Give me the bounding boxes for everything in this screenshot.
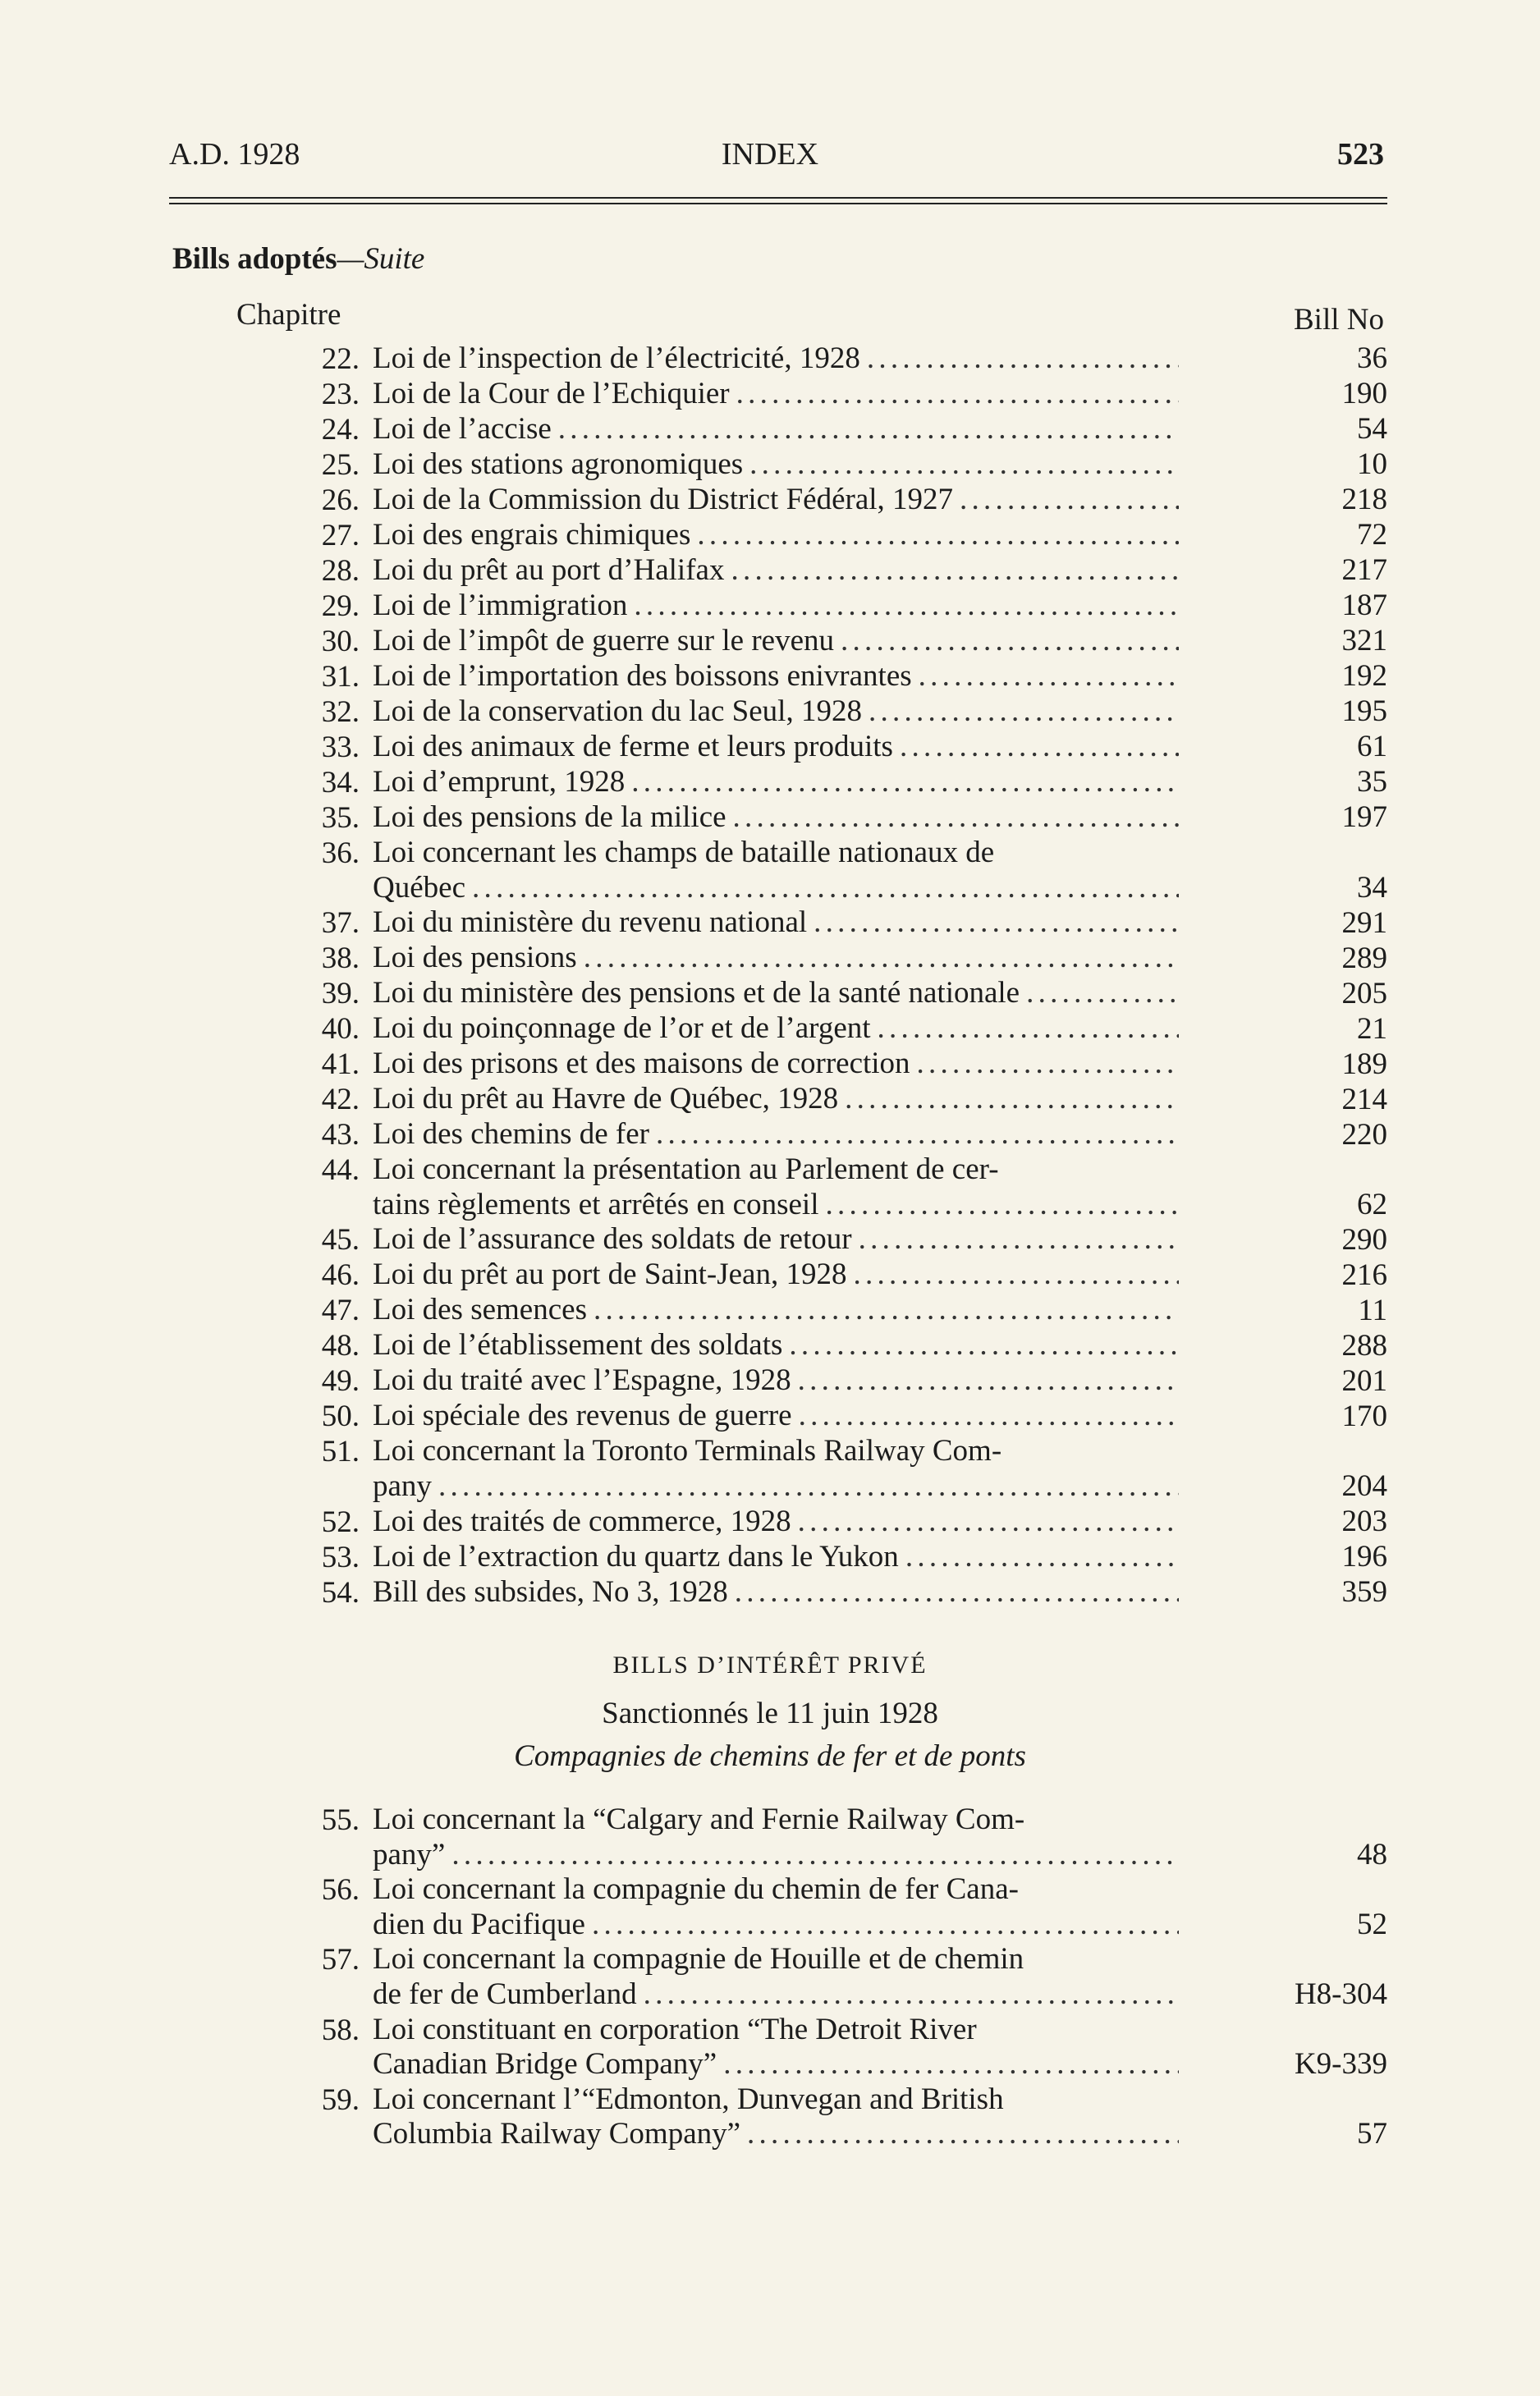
dot-leader (697, 518, 1179, 553)
entry-title-line: Loi des animaux de ferme et leurs produits (373, 730, 893, 763)
entry-text (373, 1575, 1240, 1610)
index-entry (246, 1011, 1387, 1047)
entry-title-line: Loi concernant la Toronto Terminals Railway Com- (373, 1434, 1002, 1468)
entry-text (373, 1152, 1240, 1222)
entry-title-line: Loi du prêt au Havre de Québec, 1928 (373, 1082, 839, 1116)
dot-leader (656, 1117, 1179, 1152)
private-bills-table (246, 1803, 1387, 2152)
bill-number: 195 (1341, 694, 1387, 729)
entry-text (373, 905, 1240, 941)
index-entry (246, 694, 1387, 730)
chapter-number: 48. (321, 1329, 360, 1363)
chapter-number: 53. (321, 1540, 360, 1574)
chapter-number: 42. (321, 1083, 360, 1117)
chapter-number: 56. (321, 1873, 360, 1908)
entry-text (373, 1363, 1240, 1399)
index-entry (246, 730, 1387, 765)
entry-text (373, 800, 1240, 836)
entry-title-line: Loi d’emprunt, 1928 (373, 765, 626, 799)
entry-title-line: Loi constituant en corporation “The Detroit River (373, 2012, 977, 2046)
dot-leader (438, 1469, 1179, 1505)
index-entry (246, 1434, 1387, 1504)
entry-text (373, 518, 1240, 553)
entry-text (373, 1434, 1240, 1504)
chapter-number: 34. (321, 766, 360, 799)
header-title: INDEX (721, 137, 819, 172)
index-entry (246, 1328, 1387, 1363)
index-entry (246, 1152, 1387, 1222)
bill-number: 196 (1341, 1539, 1387, 1574)
dot-leader (451, 1838, 1179, 1873)
chapter-number: 25. (321, 448, 360, 482)
index-entry (246, 377, 1387, 412)
dot-leader (735, 1575, 1179, 1610)
entry-title-line: pany” (373, 1837, 446, 1871)
entry-title-line: Loi concernant la présentation au Parlement de cer- (373, 1152, 999, 1187)
entry-text (373, 1540, 1240, 1575)
entry-title-line: Loi de l’extraction du quartz dans le Yukon (373, 1539, 899, 1574)
index-entry (246, 905, 1387, 941)
chapter-number: 59. (321, 2082, 360, 2117)
entry-title-line: pany (373, 1468, 432, 1503)
index-entry (246, 1872, 1387, 1942)
entry-title-line: Loi du poinçonnage de l’or et de l’argent (373, 1011, 871, 1046)
entry-title-line: Loi du ministère du revenu national (373, 905, 808, 940)
chapter-number: 51. (321, 1435, 360, 1469)
header-rule-bottom (169, 203, 1387, 204)
chapter-number: 29. (321, 589, 360, 623)
chapter-number: 49. (321, 1364, 360, 1399)
index-entry (246, 659, 1387, 694)
bill-number: 36 (1357, 341, 1387, 376)
entry-text (373, 1117, 1240, 1152)
index-entry (246, 2082, 1387, 2152)
chapter-number: 26. (321, 483, 360, 517)
section-title-main: Bills adoptés (172, 242, 337, 276)
index-entry (246, 1363, 1387, 1399)
index-entry (246, 483, 1387, 518)
bill-number: 291 (1341, 905, 1387, 940)
bill-number: 35 (1357, 765, 1387, 799)
chapter-number: 39. (321, 977, 360, 1011)
dot-leader (799, 1399, 1179, 1434)
entry-title-line: Loi de la conservation du lac Seul, 1928 (373, 694, 862, 728)
bill-number: 197 (1341, 800, 1387, 835)
chapter-number: 24. (321, 413, 360, 447)
bill-number: 289 (1341, 941, 1387, 975)
bill-number: 52 (1357, 1907, 1387, 1941)
index-entry (246, 1540, 1387, 1575)
chapter-number: 44. (321, 1153, 360, 1188)
entry-title-line: Loi des prisons et des maisons de correction (373, 1047, 910, 1081)
index-entry (246, 765, 1387, 800)
bill-number: 10 (1357, 447, 1387, 482)
dot-leader (905, 1540, 1179, 1575)
entry-text (373, 2082, 1240, 2152)
chapter-number: 54. (321, 1575, 360, 1610)
entry-text (373, 1082, 1240, 1117)
dot-leader (798, 1505, 1179, 1540)
bill-number: 72 (1357, 518, 1387, 552)
bill-number: 205 (1341, 976, 1387, 1010)
entry-title-line: Loi du traité avec l’Espagne, 1928 (373, 1363, 791, 1398)
entry-text (373, 589, 1240, 624)
index-entry (246, 412, 1387, 447)
bill-number: 11 (1358, 1293, 1387, 1327)
index-entry (246, 624, 1387, 659)
private-bills-date: Sanctionnés le 11 juin 1928 (602, 1697, 938, 1730)
entry-text (373, 1222, 1240, 1258)
dot-leader (841, 624, 1179, 659)
dot-leader (789, 1328, 1179, 1363)
dot-leader (798, 1363, 1179, 1399)
bill-number: 61 (1357, 730, 1387, 764)
chapter-number: 27. (321, 519, 360, 552)
bill-number: 187 (1341, 589, 1387, 623)
index-entry (246, 1047, 1387, 1082)
bill-number: 57 (1357, 2117, 1387, 2151)
bill-number: 218 (1341, 483, 1387, 517)
bill-number: 321 (1341, 624, 1387, 658)
dot-leader (749, 447, 1179, 483)
index-entry (246, 1505, 1387, 1540)
private-bills-category: Compagnies de chemins de fer et de ponts (514, 1739, 1026, 1773)
dot-leader (1026, 976, 1179, 1011)
entry-title-line: Loi de l’accise (373, 412, 552, 446)
bill-number: 203 (1341, 1504, 1387, 1538)
chapter-number: 45. (321, 1223, 360, 1258)
entry-title-line: Loi de la Commission du District Fédéral, 1927 (373, 483, 954, 516)
entry-title-line: Loi du prêt au port d’Halifax (373, 553, 725, 587)
dot-leader (900, 730, 1179, 765)
chapter-number: 38. (321, 941, 360, 976)
chapter-number: 32. (321, 695, 360, 729)
dot-leader (631, 765, 1179, 800)
chapter-number: 40. (321, 1012, 360, 1047)
column-header-chapter: Chapitre (236, 298, 341, 332)
entry-title-line: tains règlements et arrêtés en conseil (373, 1187, 819, 1221)
header-rule-top (169, 197, 1387, 199)
dot-leader (736, 377, 1179, 412)
entry-title-line: Loi concernant la compagnie de Houille et de chemin (373, 1942, 1024, 1977)
entry-title-line: Loi concernant les champs de bataille nationaux de (373, 836, 995, 869)
bill-number: 54 (1357, 412, 1387, 447)
entry-title-line: Loi des chemins de fer (373, 1117, 649, 1152)
entry-title-line: Loi des stations agronomiques (373, 447, 744, 481)
section-title (172, 241, 424, 277)
section-title-suite: —Suite (337, 242, 425, 276)
page-number: 523 (1337, 137, 1384, 172)
index-entry (246, 1117, 1387, 1152)
bill-number: 214 (1341, 1082, 1387, 1116)
entry-title-line: Loi de l’immigration (373, 589, 628, 622)
chapter-number: 30. (321, 625, 360, 658)
entry-text (373, 730, 1240, 765)
bill-number: 190 (1341, 377, 1387, 411)
bill-number: H8-304 (1294, 1977, 1387, 2011)
bill-number: 48 (1357, 1837, 1387, 1871)
entry-title-line: Loi de la Cour de l’Echiquier (373, 377, 730, 410)
entry-text (373, 483, 1240, 518)
bill-number: 201 (1341, 1363, 1387, 1398)
entry-title-line: Loi de l’importation des boissons enivrantes (373, 659, 912, 693)
index-entry (246, 1803, 1387, 1872)
entry-text (373, 659, 1240, 694)
header-year: A.D. 1928 (169, 137, 300, 172)
dot-leader (594, 1293, 1179, 1328)
dot-leader (584, 941, 1179, 976)
dot-leader (644, 1977, 1179, 2013)
entry-title-line: Loi de l’impôt de guerre sur le revenu (373, 624, 834, 657)
dot-leader (869, 694, 1179, 730)
bill-number: 220 (1341, 1117, 1387, 1152)
bill-number: 359 (1341, 1574, 1387, 1609)
dot-leader (853, 1258, 1179, 1293)
entry-title-line: Loi des pensions de la milice (373, 800, 726, 834)
index-entry (246, 1575, 1387, 1610)
entry-text (373, 941, 1240, 976)
bill-number: 192 (1341, 659, 1387, 694)
entry-text (373, 694, 1240, 730)
dot-leader (733, 800, 1179, 836)
index-entry (246, 1399, 1387, 1434)
index-entry (246, 2013, 1387, 2082)
bill-number: 34 (1357, 870, 1387, 905)
entry-title-line: Loi des pensions (373, 941, 577, 975)
dot-leader (747, 2117, 1179, 2152)
chapter-number: 47. (321, 1294, 360, 1328)
private-bills-heading: BILLS D’INTÉRÊT PRIVÉ (612, 1652, 928, 1679)
public-bills-table (246, 341, 1387, 1610)
dot-leader (472, 871, 1179, 906)
bill-number: 217 (1341, 553, 1387, 588)
bill-number: 288 (1341, 1328, 1387, 1363)
index-entry (246, 941, 1387, 976)
entry-text (373, 447, 1240, 483)
entry-text (373, 1047, 1240, 1082)
entry-text (373, 1505, 1240, 1540)
index-entry (246, 1293, 1387, 1328)
column-header-bill: Bill No (1294, 303, 1384, 337)
entry-title-line: Loi des engrais chimiques (373, 518, 691, 552)
entry-text (373, 976, 1240, 1011)
entry-text (373, 1011, 1240, 1047)
dot-leader (859, 1222, 1179, 1258)
entry-text (373, 341, 1240, 377)
index-entry (246, 976, 1387, 1011)
entry-text (373, 836, 1240, 905)
entry-title-line: Loi concernant l’“Edmonton, Dunvegan and British (373, 2082, 1004, 2116)
entry-text (373, 1803, 1240, 1872)
bill-number: K9-339 (1294, 2047, 1387, 2082)
dot-leader (634, 589, 1179, 624)
entry-text (373, 553, 1240, 589)
dot-leader (867, 341, 1179, 377)
chapter-number: 33. (321, 731, 360, 764)
bill-number: 216 (1341, 1258, 1387, 1292)
index-entry (246, 1082, 1387, 1117)
index-entry (246, 447, 1387, 483)
index-entry (246, 553, 1387, 589)
index-entry (246, 800, 1387, 836)
chapter-number: 41. (321, 1047, 360, 1082)
entry-title-line: Loi des semences (373, 1293, 587, 1327)
entry-title-line: Canadian Bridge Company” (373, 2047, 717, 2082)
entry-text (373, 1872, 1240, 1942)
chapter-number: 58. (321, 2013, 360, 2047)
entry-title-line: Loi concernant la “Calgary and Fernie Railway Com- (373, 1803, 1025, 1836)
bill-number: 290 (1341, 1222, 1387, 1257)
chapter-number: 31. (321, 660, 360, 694)
dot-leader (592, 1908, 1179, 1943)
entry-text (373, 765, 1240, 800)
entry-text (373, 1258, 1240, 1293)
dot-leader (814, 905, 1179, 941)
index-entry (246, 589, 1387, 624)
entry-text (373, 1293, 1240, 1328)
index-entry (246, 1942, 1387, 2012)
bill-number: 62 (1357, 1187, 1387, 1221)
dot-leader (919, 659, 1179, 694)
dot-leader (917, 1047, 1179, 1082)
entry-title-line: de fer de Cumberland (373, 1977, 637, 2011)
chapter-number: 52. (321, 1505, 360, 1539)
entry-text (373, 377, 1240, 412)
entry-text (373, 1399, 1240, 1434)
chapter-number: 22. (321, 342, 360, 376)
dot-leader (825, 1188, 1179, 1223)
entry-text (373, 1942, 1240, 2012)
chapter-number: 23. (321, 378, 360, 411)
entry-text (373, 624, 1240, 659)
entry-title-line: Columbia Railway Company” (373, 2117, 741, 2151)
chapter-number: 43. (321, 1118, 360, 1152)
bill-number: 170 (1341, 1399, 1387, 1433)
dot-leader (845, 1082, 1179, 1117)
dot-leader (960, 483, 1179, 518)
bill-number: 204 (1341, 1468, 1387, 1503)
index-entry (246, 341, 1387, 377)
chapter-number: 28. (321, 554, 360, 588)
dot-leader (878, 1011, 1179, 1047)
entry-title-line: Loi du ministère des pensions et de la santé nationale (373, 976, 1020, 1010)
entry-title-line: dien du Pacifique (373, 1907, 585, 1941)
entry-title-line: Loi de l’assurance des soldats de retour (373, 1222, 852, 1257)
index-entry (246, 518, 1387, 553)
chapter-number: 37. (321, 906, 360, 941)
entry-text (373, 1328, 1240, 1363)
index-entry (246, 1258, 1387, 1293)
entry-title-line: Loi de l’établissement des soldats (373, 1328, 783, 1363)
dot-leader (558, 412, 1179, 447)
chapter-number: 36. (321, 836, 360, 870)
entry-title-line: Bill des subsides, No 3, 1928 (373, 1574, 728, 1609)
entry-title-line: Loi concernant la compagnie du chemin de fer Cana- (373, 1872, 1019, 1907)
chapter-number: 46. (321, 1258, 360, 1293)
chapter-number: 57. (321, 1943, 360, 1977)
entry-title-line: Québec (373, 870, 465, 905)
entry-title-line: Loi de l’inspection de l’électricité, 1928 (373, 341, 860, 375)
dot-leader (723, 2047, 1179, 2082)
entry-title-line: Loi des traités de commerce, 1928 (373, 1504, 791, 1538)
bill-number: 21 (1357, 1011, 1387, 1046)
index-entry (246, 1222, 1387, 1258)
dot-leader (731, 553, 1179, 589)
chapter-number: 35. (321, 801, 360, 835)
entry-title-line: Loi du prêt au port de Saint-Jean, 1928 (373, 1258, 847, 1292)
entry-title-line: Loi spéciale des revenus de guerre (373, 1399, 792, 1433)
chapter-number: 55. (321, 1803, 360, 1837)
entry-text (373, 412, 1240, 447)
chapter-number: 50. (321, 1400, 360, 1434)
entry-text (373, 2013, 1240, 2082)
bill-number: 189 (1341, 1047, 1387, 1081)
index-entry (246, 836, 1387, 905)
